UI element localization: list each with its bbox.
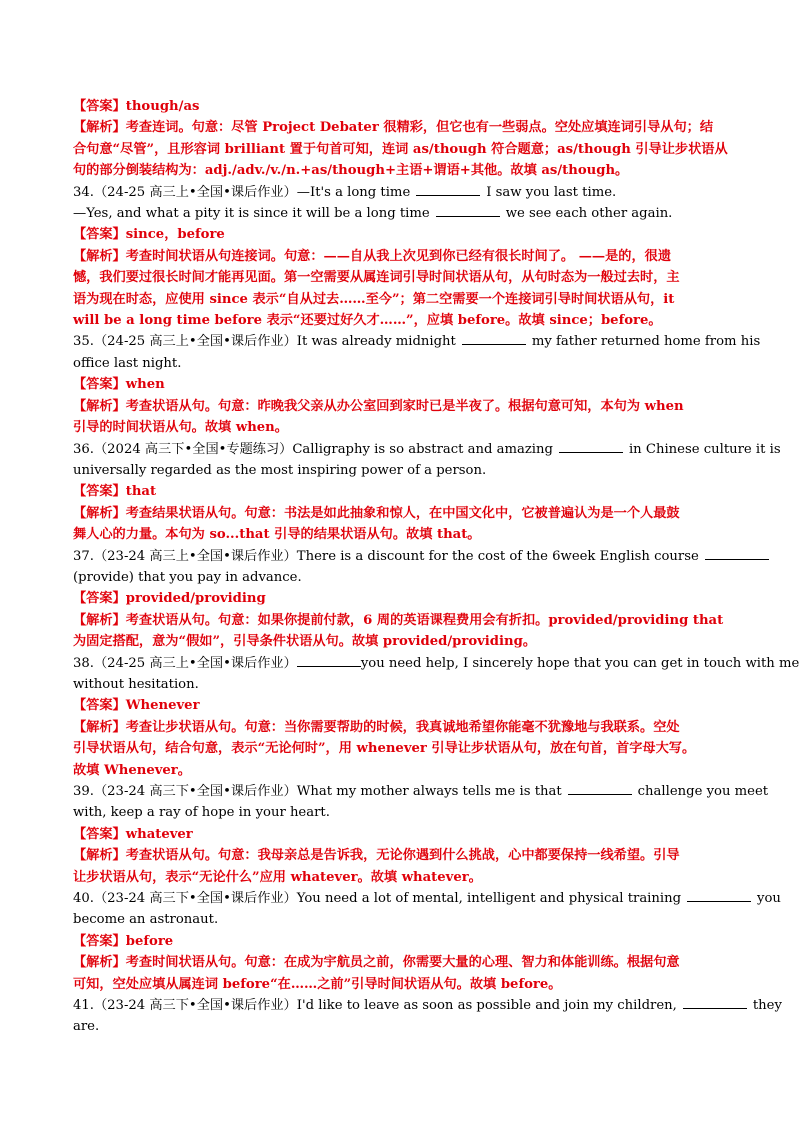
question-39-cont: with, keep a ray of hope in your heart. — [73, 805, 330, 821]
answer-line: 【答案】that — [73, 484, 157, 500]
answer-line: 【答案】Whenever — [73, 698, 200, 714]
question-34: 34.（24-25 高三上•全国•课后作业）—It's a long time I saw you last time. — [73, 184, 617, 200]
analysis-line: 引导状语从句，结合句意，表示“无论何时”，用 whenever 引导让步状语从句，放在句首，首字母大写。 — [73, 741, 696, 757]
analysis-line: 可知，空处应填从属连词 before“在……之前”引导时间状语从句。故填 before。 — [73, 976, 562, 992]
question-35-cont: office last night. — [73, 355, 182, 371]
analysis-line: 【解析】考查状语从句。句意：如果你提前付款，6 周的英语课程费用会有折扣。provided/providing that — [73, 612, 724, 628]
answer-line: 【答案】though/as — [73, 99, 200, 114]
analysis-line: 舞人心的力量。本句为 so...that 引导的结果状语从句。故填 that。 — [73, 527, 481, 543]
analysis-line: will be a long time before 表示“还要过好久才……”，应填 before。故填 since；before。 — [73, 313, 662, 329]
answer-blank[interactable] — [683, 996, 747, 1009]
question-36-cont: universally regarded as the most inspiring power of a person. — [73, 462, 487, 478]
question-36: 36.（2024 高三下•全国•专题练习）Calligraphy is so abstract and amazing in Chinese culture it is — [73, 441, 781, 457]
analysis-line: 【解析】考查时间状语从句。句意：在成为宇航员之前，你需要大量的心理、智力和体能训练。根据句意 — [73, 955, 680, 971]
analysis-line: 语为现在时态，应使用 since 表示“自从过去……至今”；第二空需要一个连接词引导时间状语从句，it — [73, 291, 675, 307]
question-37: 37.（23-24 高三上•全国•课后作业）There is a discount for the cost of the 6week English course — [73, 546, 728, 567]
document-page — [73, 96, 800, 1038]
answer-line: 【答案】before — [73, 933, 174, 949]
question-37-cont: (provide) that you pay in advance. — [73, 569, 302, 585]
analysis-line: 【解析】考查连词。句意：尽管 Project Debater 很精彩，但它也有一些弱点。空处应填连词引导从句；结 — [73, 120, 714, 136]
answer-blank[interactable] — [416, 183, 480, 196]
analysis-line: 【解析】考查时间状语从句连接词。句意：——自从我上次见到你已经有很长时间了。 ——是的，很遗 — [73, 248, 672, 264]
answer-line: 【答案】since，before — [73, 227, 225, 243]
question-40: 40.（23-24 高三下•全国•课后作业）You need a lot of mental, intelligent and physical training you — [73, 891, 781, 907]
analysis-line: 让步状语从句，表示“无论什么”应用 whatever。故填 whatever。 — [73, 869, 482, 885]
answer-blank[interactable] — [462, 332, 526, 345]
question-41: 41.（23-24 高三下•全国•课后作业）I'd like to leave as soon as possible and join my children, they — [73, 998, 782, 1014]
analysis-line: 为固定搭配，意为“假如”，引导条件状语从句。故填 provided/providing。 — [73, 634, 537, 650]
answer-blank[interactable] — [436, 204, 500, 217]
question-41-cont: are. — [73, 1019, 100, 1035]
analysis-line: 【解析】考查让步状语从句。句意：当你需要帮助的时候，我真诚地希望你能毫不犹豫地与我联系。空处 — [73, 719, 680, 735]
question-34-cont: —Yes, and what a pity it is since it will be a long time we see each other again. — [73, 206, 673, 222]
answer-blank[interactable] — [297, 654, 361, 667]
analysis-line: 故填 Whenever。 — [73, 762, 191, 778]
question-38: 38.（24-25 高三上•全国•课后作业） you need help, I sincerely hope that you can get in touch with me — [73, 655, 800, 671]
answer-line: 【答案】when — [73, 377, 165, 393]
question-39: 39.（23-24 高三下•全国•课后作业）What my mother always tells me is that challenge you meet — [73, 784, 769, 799]
analysis-line: 憾，我们要过很长时间才能再见面。第一空需要从属连词引导时间状语从句，从句时态为一般过去时，主 — [73, 270, 680, 286]
analysis-line: 句的部分倒装结构为：adj./adv./v./n.+as/though+主语+谓语+其他。故填 as/though。 — [73, 163, 629, 179]
answer-line: 【答案】provided/providing — [73, 591, 266, 607]
question-38-cont: without hesitation. — [73, 676, 199, 692]
answer-blank[interactable] — [559, 440, 623, 453]
answer-blank[interactable] — [705, 547, 769, 560]
answer-blank[interactable] — [687, 889, 751, 902]
analysis-line: 【解析】考查结果状语从句。句意：书法是如此抽象和惊人，在中国文化中，它被普遍认为是一个人最鼓 — [73, 505, 680, 521]
question-40-cont: become an astronaut. — [73, 912, 219, 928]
analysis-line: 引导的时间状语从句。故填 when。 — [73, 420, 288, 436]
analysis-line: 【解析】考查状语从句。句意：昨晚我父亲从办公室回到家时已是半夜了。根据句意可知，本句为 when — [73, 398, 684, 414]
analysis-line: 合句意“尽管”，且形容词 brilliant 置于句首可知，连词 as/though 符合题意；as/though 引导让步状语从 — [73, 141, 728, 157]
answer-blank[interactable] — [568, 782, 632, 795]
analysis-line: 【解析】考查状语从句。句意：我母亲总是告诉我，无论你遇到什么挑战，心中都要保持一线希望。引导 — [73, 848, 680, 864]
question-35: 35.（24-25 高三上•全国•课后作业）It was already midnight my father returned home from his — [73, 334, 761, 350]
answer-text: though/as — [125, 99, 200, 114]
answer-line: 【答案】whatever — [73, 826, 193, 842]
